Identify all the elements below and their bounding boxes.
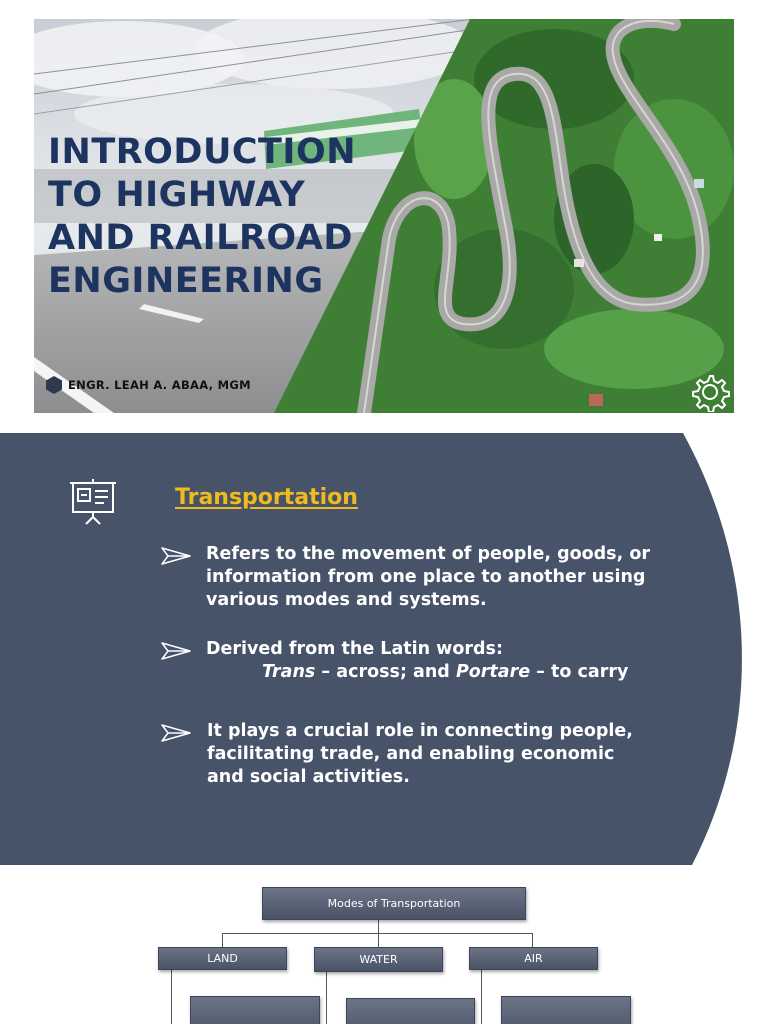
bullet-3-text: It plays a crucial role in connecting people, facilitating trade, and enabling economic and social activities.	[207, 721, 633, 787]
title-line-2: TO HIGHWAY	[48, 175, 306, 215]
paper-plane-icon	[160, 545, 192, 567]
bullet-3	[160, 720, 633, 787]
presentation-title	[48, 131, 356, 303]
author-name: ENGR. LEAH A. ABAA, MGM	[68, 378, 251, 392]
bullet-2	[160, 638, 629, 682]
branch-land: LAND	[158, 947, 287, 970]
connector-land-down	[171, 969, 172, 1024]
latin-meaning-2: – to carry	[530, 662, 629, 682]
latin-term-trans: Trans	[262, 662, 316, 682]
modes-diagram-slide	[0, 865, 768, 1024]
branch-water: WATER	[314, 947, 443, 972]
author-line	[46, 376, 251, 394]
connector-air-down	[481, 969, 482, 1024]
connector-water-down	[326, 969, 327, 1024]
transportation-slide	[0, 433, 768, 865]
hexagon-icon	[46, 376, 62, 394]
bullet-2-line1: Derived from the Latin words:	[206, 639, 503, 659]
root-box: Modes of Transportation	[262, 887, 526, 920]
connector-water	[378, 933, 379, 947]
paper-plane-icon	[160, 722, 192, 744]
title-line-1: INTRODUCTION	[48, 132, 356, 172]
connector-air	[532, 933, 533, 947]
paper-plane-icon	[160, 640, 192, 662]
air-sub-box	[501, 996, 631, 1024]
bullet-2-text	[206, 638, 651, 684]
land-sub-box	[190, 996, 320, 1024]
title-line-3: AND RAILROAD	[48, 218, 353, 258]
bullet-1	[160, 543, 650, 610]
latin-term-portare: Portare	[455, 662, 531, 682]
title-line-4: ENGINEERING	[48, 261, 324, 301]
connector-root	[378, 919, 379, 933]
connector-land	[222, 933, 223, 947]
title-slide	[34, 19, 734, 413]
slide-heading: Transportation	[175, 485, 358, 510]
branch-air: AIR	[469, 947, 598, 970]
latin-meaning-1: – across; and	[315, 662, 456, 682]
presentation-board-icon	[68, 479, 118, 527]
bullet-1-text: Refers to the movement of people, goods, or information from one place to another using various modes and systems.	[206, 544, 650, 610]
water-sub-box	[346, 998, 475, 1024]
gear-icon[interactable]	[690, 372, 730, 412]
